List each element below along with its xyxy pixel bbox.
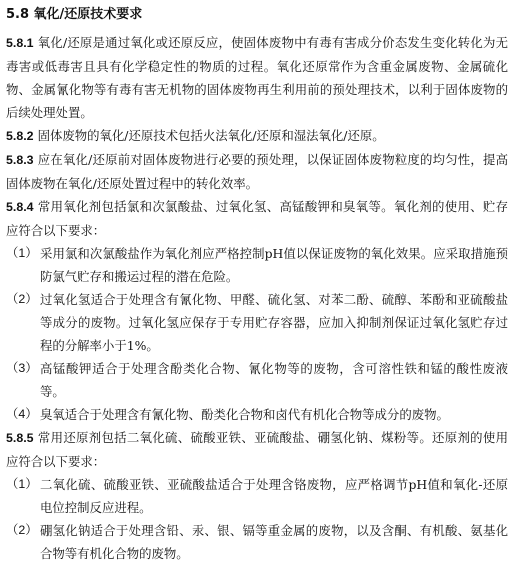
list-item-text: 过氧化氢适合于处理含有氰化物、甲醛、硫化氢、对苯二酚、硫醇、苯酚和亚硫酸盐等成分的废物。过氧化氢应保存于专用贮存容器，应加入抑制剂保证过氧化氢贮存过程的分解率小于1%。 [40, 292, 508, 353]
list-item-text: 采用氯和次氯酸盐作为氧化剂应严格控制pH值以保证废物的氧化效果。应采取措施预防氯气贮存和搬运过程的潜在危险。 [40, 246, 508, 284]
clause-number: 5.8.5 [6, 431, 34, 445]
paragraph-5-8-3 [6, 148, 508, 195]
list-item-number: （3） [6, 361, 38, 375]
clause-text: 氧化/还原是通过氧化或还原反应，使固体废物中有毒有害成分价态发生变化转化为无毒害或低毒害且具有化学稳定性的物质的过程。氧化还原常作为含重金属废物、金属硫化物、金属氰化物等有毒有害无机物的固体废物再生利用前的预处理技术，以利于固体废物的后续处理处置。 [6, 35, 508, 120]
list-item-number: （4） [6, 407, 38, 421]
list-item-text: 高锰酸钾适合于处理含酚类化合物、氰化物等的废物，含可溶性铁和锰的酸性废液等。 [40, 361, 508, 399]
list-item-text: 硼氢化钠适合于处理含铅、汞、银、镉等重金属的废物，以及含酮、有机酸、氨基化合物等有机化合物的废物。 [40, 523, 508, 561]
list-item-number: （2） [6, 292, 38, 306]
paragraph-5-8-4 [6, 195, 508, 242]
list-item-oxidant-3 [6, 357, 508, 403]
clause-text: 应在氧化/还原前对固体废物进行必要的预处理，以保证固体废物粒度的均匀性，提高固体废物在氧化/还原处置过程中的转化效率。 [6, 152, 508, 191]
paragraph-5-8-2 [6, 124, 508, 148]
section-heading: 5.8 氧化/还原技术要求 [6, 7, 143, 22]
list-item-oxidant-1 [6, 242, 508, 288]
clause-number: 5.8.3 [6, 153, 34, 167]
clause-text: 固体废物的氧化/还原技术包括火法氧化/还原和湿法氧化/还原。 [37, 128, 385, 143]
list-item-oxidant-4 [6, 403, 508, 426]
list-item-number: （2） [6, 523, 38, 537]
clause-number: 5.8.2 [6, 129, 34, 143]
clause-number: 5.8.4 [6, 200, 34, 214]
list-item-text: 二氧化硫、硫酸亚铁、亚硫酸盐适合于处理含铬废物，应严格调节pH值和氧化-还原电位控制反应进程。 [40, 477, 508, 515]
list-item-number: （1） [6, 246, 38, 260]
list-item-reductant-1 [6, 473, 508, 519]
paragraph-5-8-5 [6, 426, 508, 473]
list-item-number: （1） [6, 477, 38, 491]
list-item-reductant-2 [6, 519, 508, 565]
list-item-oxidant-2 [6, 288, 508, 357]
list-item-text: 臭氧适合于处理含有氰化物、酚类化合物和卤代有机化合物等成分的废物。 [40, 407, 449, 422]
clause-text: 常用还原剂包括二氧化硫、硫酸亚铁、亚硫酸盐、硼氢化钠、煤粉等。还原剂的使用应符合以下要求： [6, 430, 508, 469]
paragraph-5-8-1 [6, 31, 508, 124]
clause-number: 5.8.1 [6, 36, 34, 50]
clause-text: 常用氧化剂包括氯和次氯酸盐、过氧化氢、高锰酸钾和臭氧等。氧化剂的使用、贮存应符合以下要求： [6, 199, 508, 238]
